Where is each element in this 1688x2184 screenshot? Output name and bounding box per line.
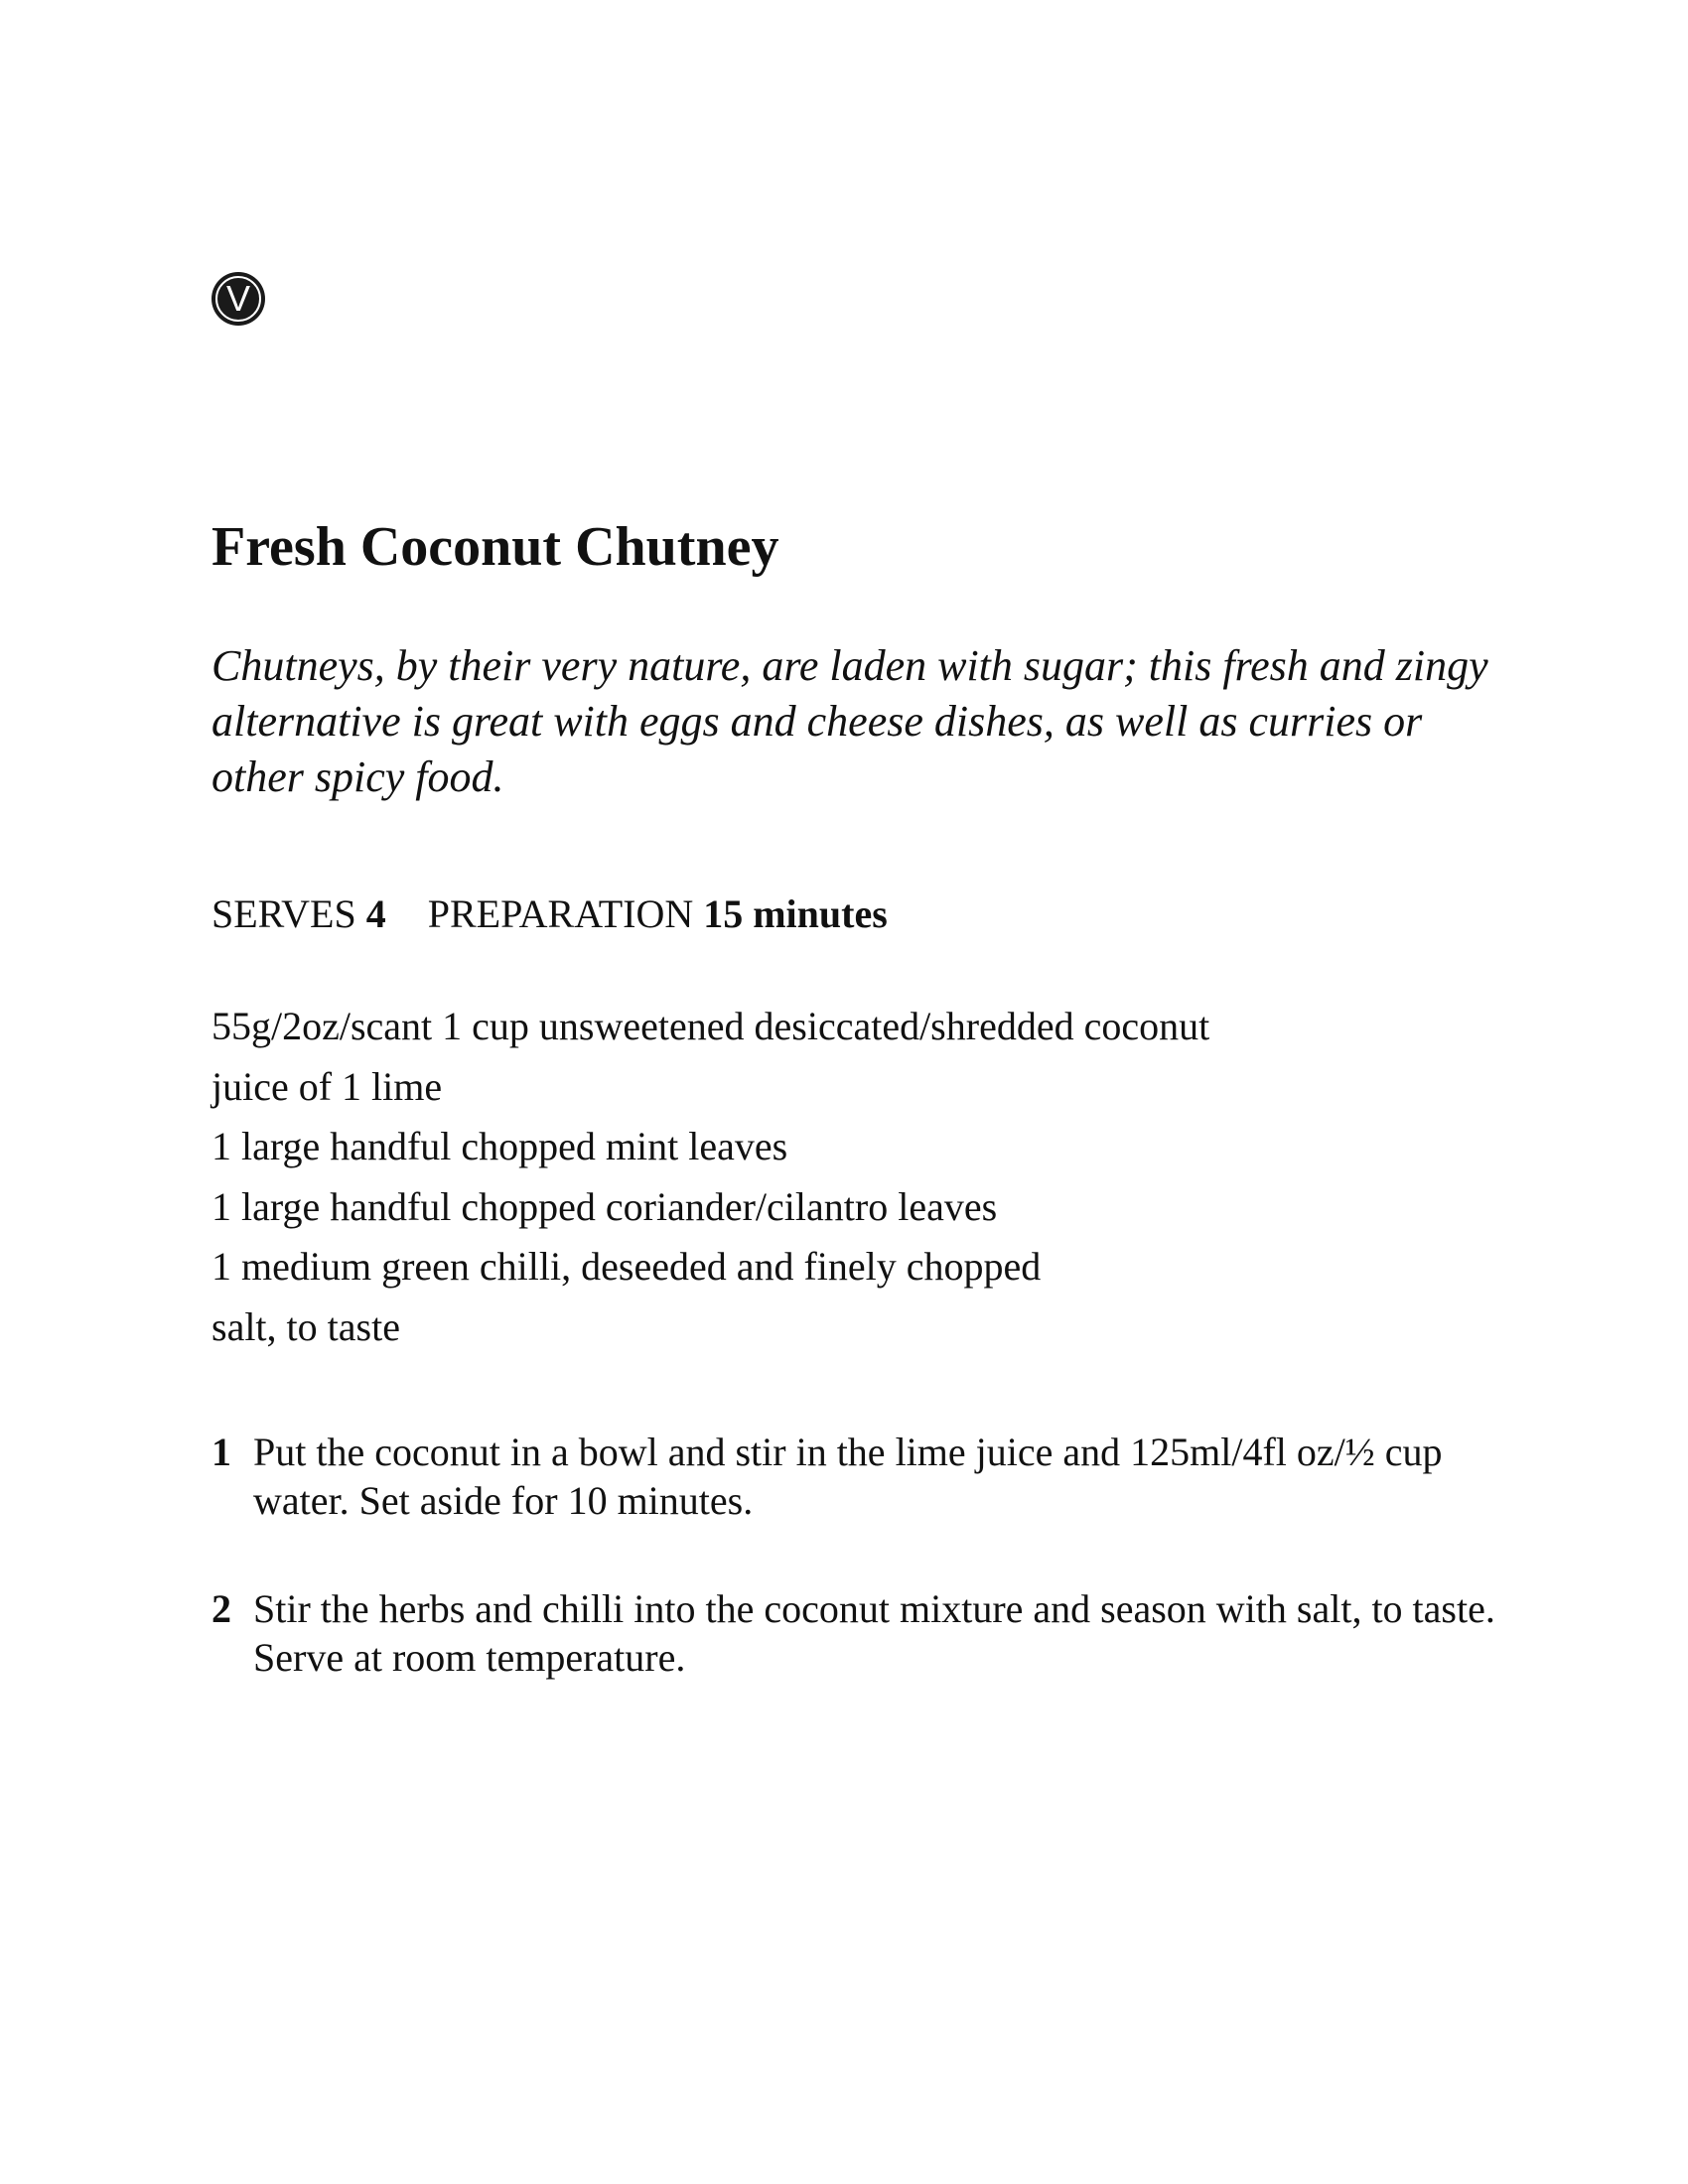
- recipe-intro: Chutneys, by their very nature, are laden with sugar; this fresh and zingy alternative is great with eggs and cheese dishes, as well as curries or other spicy food.: [211, 641, 1488, 801]
- ingredient-item: juice of 1 lime: [211, 1063, 443, 1109]
- badge-ring: [215, 276, 261, 322]
- step-text: Stir the herbs and chilli into the coconut mixture and season with salt, to taste. Serve at room temperature.: [253, 1586, 1495, 1680]
- step-text: Put the coconut in a bowl and stir in the lime juice and 125ml/4fl oz/½ cup water. Set aside for 10 minutes.: [253, 1430, 1443, 1523]
- ingredient-item: 55g/2oz/scant 1 cup unsweetened desiccated/shredded coconut: [211, 1004, 1210, 1048]
- method-step: [211, 1428, 1502, 1525]
- ingredient-item: 1 large handful chopped mint leaves: [211, 1124, 788, 1168]
- ingredient-item: 1 medium green chilli, deseeded and finely chopped: [211, 1244, 1042, 1289]
- ingredient-item: 1 large handful chopped coriander/cilantro leaves: [211, 1183, 998, 1229]
- recipe-title: Fresh Coconut Chutney: [211, 516, 779, 578]
- badge-letter: V: [225, 278, 250, 319]
- method-steps: [211, 1428, 1502, 1741]
- method-step: [211, 1584, 1502, 1682]
- step-number: 2: [211, 1586, 231, 1631]
- step-number: 1: [211, 1430, 231, 1474]
- ingredients-list: [211, 997, 1209, 1357]
- prep-label: PREPARATION: [427, 891, 694, 936]
- recipe-meta: [211, 888, 888, 940]
- ingredient-item: salt, to taste: [211, 1303, 400, 1349]
- serves-label: SERVES: [211, 891, 356, 936]
- vegetarian-v-icon: [211, 272, 265, 326]
- prep-value: 15 minutes: [703, 891, 888, 936]
- serves-value: 4: [365, 891, 386, 936]
